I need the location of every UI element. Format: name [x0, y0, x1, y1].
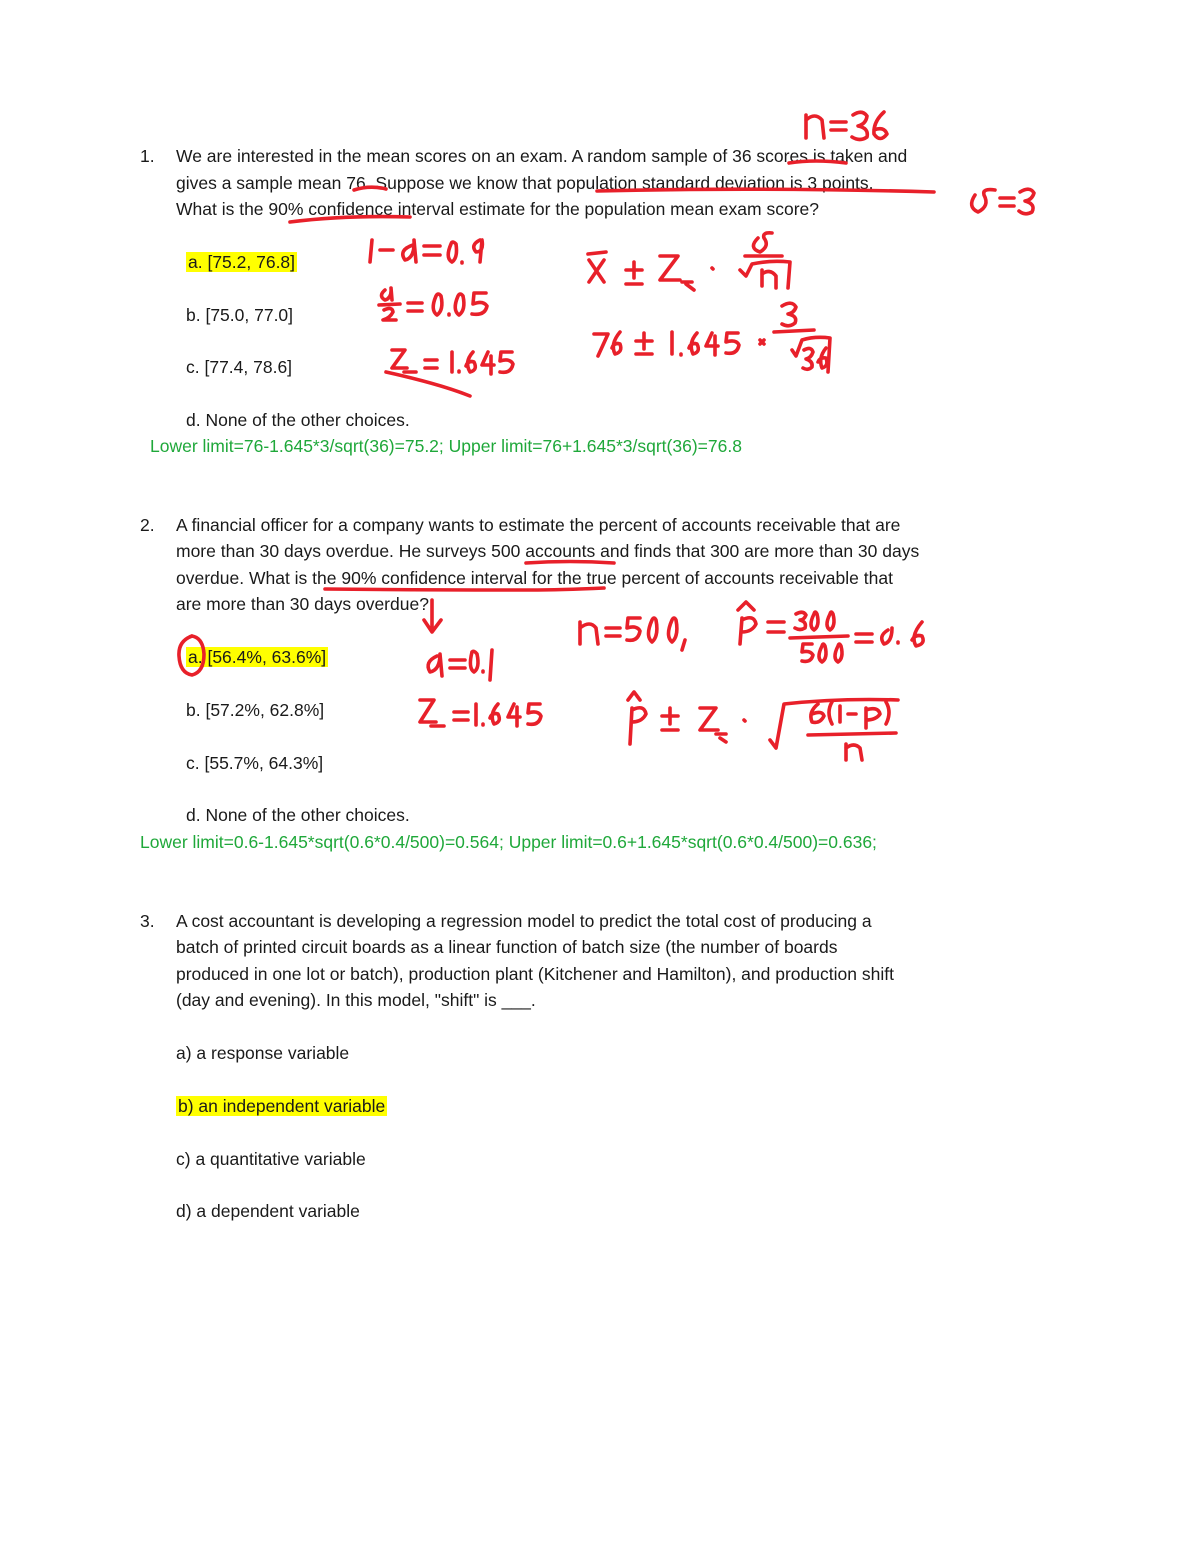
question-3-option-a: a) a response variable	[176, 1043, 350, 1063]
q1-n-equals-36	[806, 112, 887, 140]
q1-one-minus-alpha	[370, 240, 482, 263]
highlighted-answer: a. [75.2, 76.8]	[188, 252, 296, 272]
question-2-text-line-4: are more than 30 days overdue?	[176, 594, 429, 614]
question-3-text-line-3: produced in one lot or batch), production plant (Kitchener and Hamilton), and production shift	[176, 964, 894, 984]
question-1-option-c: c. [77.4, 78.6]	[186, 357, 293, 377]
question-2-text-line-1: A financial officer for a company wants to estimate the percent of accounts receivable that are	[176, 515, 901, 535]
q1-alpha-over-2	[379, 288, 487, 320]
question-1-text-line-1: We are interested in the mean scores on an exam. A random sample of 36 scores is taken and	[176, 146, 908, 166]
question-2-number: 2.	[140, 515, 155, 535]
q2-n-equals-500	[580, 618, 685, 650]
question-3-option-c: c) a quantitative variable	[176, 1149, 366, 1169]
q1-z-value	[386, 350, 513, 396]
question-2-option-a	[186, 647, 328, 668]
q1-formula-general	[588, 233, 790, 290]
q2-z-value	[420, 700, 541, 726]
q2-formula-general	[628, 692, 898, 760]
question-1-text-line-2: gives a sample mean 76. Suppose we know that population standard deviation is 3 points.	[176, 173, 874, 193]
question-2-option-b: b. [57.2%, 62.8%]	[186, 700, 325, 720]
question-1-answer-note: Lower limit=76-1.645*3/sqrt(36)=75.2; Upper limit=76+1.645*3/sqrt(36)=76.8	[150, 436, 742, 456]
question-2-text-line-2: more than 30 days overdue. He surveys 500 accounts and finds that 300 are more than 30 days	[176, 541, 920, 561]
q2-alpha	[428, 650, 492, 680]
highlighted-answer: b) an independent variable	[178, 1096, 386, 1116]
q1-sigma-equals-3	[972, 189, 1034, 214]
question-2-option-d: d. None of the other choices.	[186, 805, 410, 825]
question-2-answer-note: Lower limit=0.6-1.645*sqrt(0.6*0.4/500)=0.564; Upper limit=0.6+1.645*sqrt(0.6*0.4/500)=0.636;	[140, 832, 877, 852]
question-1-option-d: d. None of the other choices.	[186, 410, 410, 430]
question-1-option-a	[186, 252, 297, 273]
question-2-text-line-3: overdue. What is the 90% confidence interval for the true percent of accounts receivable that	[176, 568, 893, 588]
question-2-option-c: c. [55.7%, 64.3%]	[186, 753, 324, 773]
question-3-number: 3.	[140, 911, 155, 931]
question-1-number: 1.	[140, 146, 155, 166]
question-3-text-line-1: A cost accountant is developing a regression model to predict the total cost of producing a	[176, 911, 872, 931]
q1-formula-numeric	[594, 303, 830, 372]
highlighted-answer: a. [56.4%, 63.6%]	[188, 647, 327, 667]
question-1-text-line-3: What is the 90% confidence interval estimate for the population mean exam score?	[176, 199, 819, 219]
question-3-option-b	[176, 1096, 387, 1117]
question-3-text-line-4: (day and evening). In this model, "shift" is ___.	[176, 990, 536, 1010]
question-3-text-line-2: batch of printed circuit boards as a linear function of batch size (the number of boards	[176, 937, 838, 957]
question-3-option-d: d) a dependent variable	[176, 1201, 360, 1221]
q2-p-hat	[738, 602, 923, 662]
question-1-option-b: b. [75.0, 77.0]	[186, 305, 294, 325]
